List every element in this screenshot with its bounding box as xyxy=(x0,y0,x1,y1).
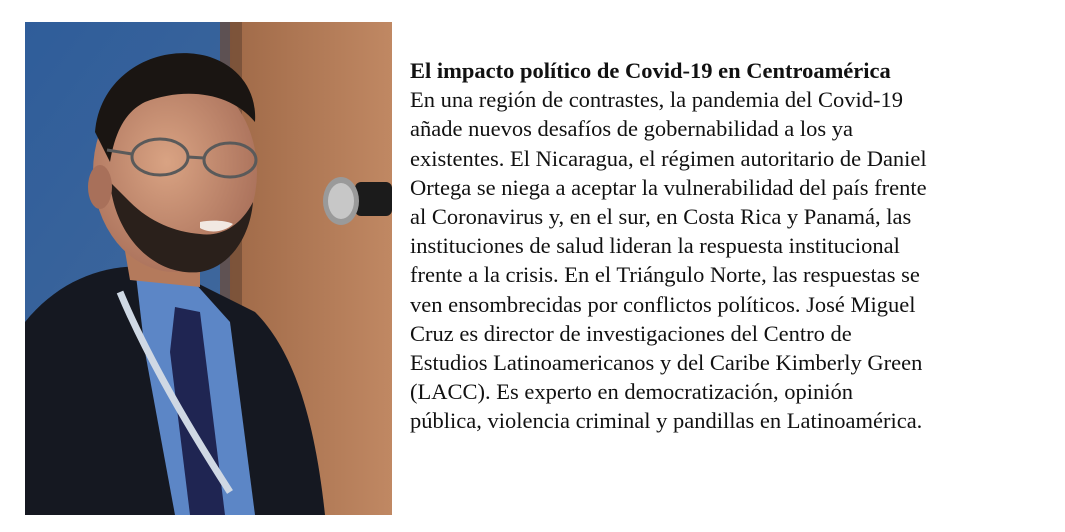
portrait-illustration xyxy=(25,22,392,515)
article-line: pública, violencia criminal y pandillas en Latinoamérica. xyxy=(410,408,923,434)
article-line: (LACC). Es experto en democratización, opinión xyxy=(410,379,853,405)
article-line: En una región de contrastes, la pandemia del Covid-19 xyxy=(410,87,903,113)
article-line: Ortega se niega a aceptar la vulnerabilidad del país frente xyxy=(410,174,927,200)
article-line: añade nuevos desafíos de gobernabilidad a los ya xyxy=(410,116,853,142)
article-line: Estudios Latinoamericanos y del Caribe Kimberly Green xyxy=(410,350,923,376)
article-text xyxy=(410,56,1045,436)
portrait-photo xyxy=(25,22,392,515)
article-line: frente a la crisis. En el Triángulo Norte, las respuestas se xyxy=(410,262,920,288)
article-line: existentes. El Nicaragua, el régimen autoritario de Daniel xyxy=(410,145,927,171)
article-line: Cruz es director de investigaciones del Centro de xyxy=(410,320,852,346)
article-line: instituciones de salud lideran la respuesta institucional xyxy=(410,233,900,259)
article-line: al Coronavirus y, en el sur, en Costa Rica y Panamá, las xyxy=(410,204,912,230)
article-line: ven ensombrecidas por conflictos políticos. José Miguel xyxy=(410,291,916,317)
article-title: El impacto político de Covid-19 en Centroamérica xyxy=(410,58,891,83)
